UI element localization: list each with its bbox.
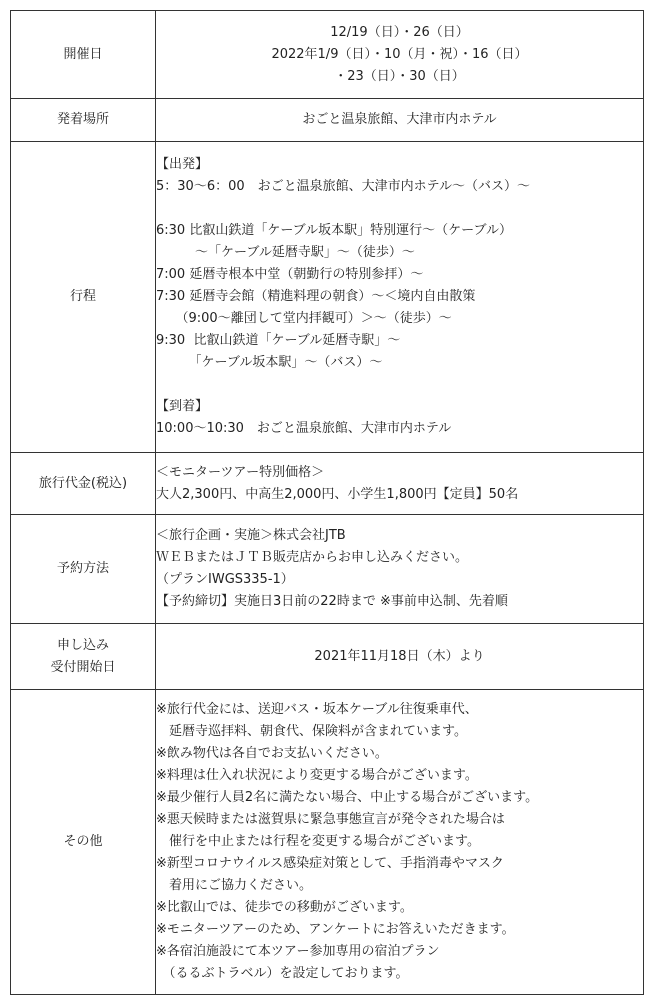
row-value-line: ※比叡山では、徒歩での移動がございます。 [156,900,413,915]
row-value [156,142,644,453]
row-value-line: 着用にご協力ください。 [156,878,313,893]
row-label-text: 発着場所 [56,112,109,127]
row-value-line: 2021年11月18日（木）より [314,648,485,664]
row-value-line: 7:30 延暦寺会館（精進料理の朝食）〜＜境内自由散策 [156,289,476,304]
row-value [156,624,644,690]
row-value [156,11,644,99]
row-value-line: ＜モニターツアー特別価格＞ [156,464,325,480]
row-value-line: ※モニターツアーのため、アンケートにお答えいただきます。 [156,922,515,937]
row-value-line: 「ケーブル坂本駅」〜（バス）〜 [156,355,383,370]
row-value-line: 12/19（日）・26（日） [330,24,469,40]
row-label-text: 行程 [69,289,96,304]
row-label [11,690,156,995]
row-value-line: 2022年1/9（日）・10（月・祝）・16（日） [271,46,528,62]
row-label [11,453,156,515]
row-value-line: （るるぶトラベル）を設定しております。 [156,966,409,981]
row-value-line: ＷＥＢまたはＪＴＢ販売店からお申し込みください。 [156,550,469,565]
tour-info-body [11,11,644,995]
row-value-line: 9:30 比叡山鉄道「ケーブル延暦寺駅」〜 [156,333,401,348]
row-value-line: （プランIWGS335-1） [156,572,294,587]
row-value-line: ※飲み物代は各自でお支払いください。 [156,746,388,761]
row-value-line: 6:30 比叡山鉄道「ケーブル坂本駅」特別運行〜（ケーブル） [156,223,512,238]
row-label [11,624,156,690]
tour-info-table [10,10,644,995]
row-label-text: 受付開始日 [50,659,116,675]
row-price [11,453,644,515]
row-value-line: 10:00〜10:30 おごと温泉旅館、大津市内ホテル [156,421,452,436]
row-label [11,11,156,99]
row-label-text: 開催日 [63,46,103,62]
row-value-line: おごと温泉旅館、大津市内ホテル [302,112,497,127]
row-value-line [156,198,643,220]
row-label-text: その他 [63,834,103,849]
row-itinerary [11,142,644,453]
row-value-line: （9:00〜離団して堂内拝観可）＞〜（徒歩）〜 [156,311,452,326]
row-value-line: ＜旅行企画・実施＞株式会社JTB [156,528,346,543]
row-notes [11,690,644,995]
row-meeting-place [11,99,644,142]
row-value-line: ※新型コロナウイルス感染症対策として、手指消毒やマスク [156,856,504,871]
row-value-line: 【到着】 [156,399,209,414]
row-value-line: 催行を中止または行程を変更する場合がございます。 [156,834,480,849]
row-value [156,99,644,142]
row-value [156,690,644,995]
row-value-line: 【予約締切】実施日3日前の22時まで ※事前申込制、先着順 [156,594,508,609]
row-value-line: ・23（日）・30（日） [334,68,465,84]
row-value-line: ※各宿泊施設にて本ツアー参加専用の宿泊プラン [156,944,440,959]
row-label-text: 予約方法 [56,561,109,576]
row-value-line: ※最少催行人員2名に満たない場合、中止する場合がございます。 [156,790,539,805]
row-value-line: ※悪天候時または滋賀県に緊急事態宣言が発令された場合は [156,812,505,827]
row-value-line: ※料理は仕入れ状況により変更する場合がございます。 [156,768,478,783]
row-value-line [156,374,643,396]
row-dates [11,11,644,99]
row-label [11,515,156,624]
row-label [11,99,156,142]
row-value [156,453,644,515]
row-value-line: 〜「ケーブル延暦寺駅」〜（徒歩）〜 [156,245,415,260]
row-value-line: 延暦寺巡拝料、朝食代、保険料が含まれています。 [156,724,467,739]
row-value-line: 【出発】 [156,157,209,172]
row-value-line: ※旅行代金には、送迎バス・坂本ケーブル往復乗車代、 [156,702,478,717]
row-application-start [11,624,644,690]
row-value-line: 7:00 延暦寺根本中堂（朝勤行の特別参拝）〜 [156,267,424,282]
row-value-line: 大人2,300円、中高生2,000円、小学生1,800円【定員】50名 [156,486,519,502]
row-label-text: 申し込み [56,637,109,653]
row-reservation [11,515,644,624]
row-label-text: 旅行代金(税込) [38,475,128,491]
row-label [11,142,156,453]
row-value-line: 5：30〜6：00 おごと温泉旅館、大津市内ホテル〜（バス）〜 [156,179,530,194]
row-value [156,515,644,624]
